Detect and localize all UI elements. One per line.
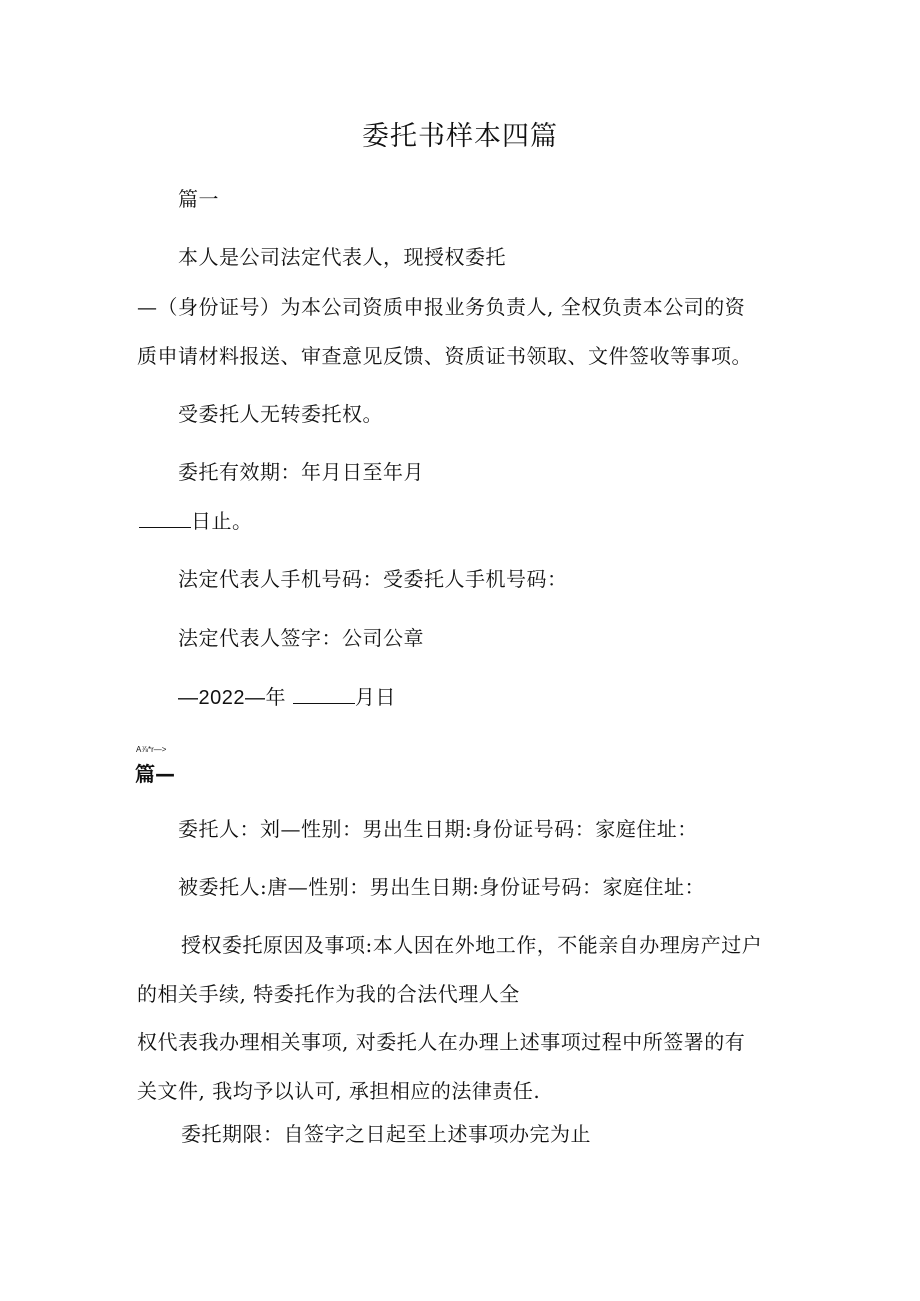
paragraph-principal-info: 委托人：刘—性别：男出生日期:身份证号码：家庭住址： xyxy=(178,817,698,841)
date-month-day: 月日 xyxy=(354,685,396,709)
paragraph-validity-line-2 xyxy=(139,508,253,534)
blank-underline xyxy=(293,685,355,704)
paragraph-signature: 法定代表人签字：公司公章 xyxy=(178,626,424,650)
section-heading-2: 篇— xyxy=(135,762,175,786)
paragraph-validity-line-1: 委托有效期：年月日至年月 xyxy=(178,460,424,484)
paragraph-no-subdelegation: 受委托人无转委托权。 xyxy=(178,402,383,426)
paragraph-authorization-line-1: 本人是公司法定代表人，现授权委托 xyxy=(178,245,506,269)
paragraph-date xyxy=(178,684,396,711)
date-year: —2022—年 xyxy=(178,687,286,709)
paragraph-authorization-line-3: 质申请材料报送、审查意见反馈、资质证书领取、文件签收等事项。 xyxy=(137,344,752,368)
document-title: 委托书样本四篇 xyxy=(362,121,558,152)
paragraph-term: 委托期限：自签字之日起至上述事项办完为止 xyxy=(181,1122,591,1146)
scan-artifact-mark: A⅞*r—> xyxy=(136,745,167,754)
blank-underline xyxy=(139,509,191,528)
section-heading-1: 篇一 xyxy=(178,187,219,211)
validity-end-text: 日止。 xyxy=(191,509,253,533)
paragraph-agent-info: 被委托人:唐—性别：男出生日期:身份证号码：家庭住址： xyxy=(178,875,705,899)
paragraph-reason-line-2: 的相关手续, 特委托作为我的合法代理人全 xyxy=(137,982,520,1006)
paragraph-reason-line-1: 授权委托原因及事项:本人因在外地工作，不能亲自办理房产过户 xyxy=(181,933,763,957)
paragraph-phone-numbers: 法定代表人手机号码：受委托人手机号码： xyxy=(178,567,568,591)
paragraph-authorization-line-2: —（身份证号）为本公司资质申报业务负责人, 全权负责本公司的资 xyxy=(137,295,746,319)
paragraph-reason-line-4: 关文件, 我均予以认可, 承担相应的法律责任. xyxy=(137,1079,541,1103)
paragraph-reason-line-3: 权代表我办理相关事项, 对委托人在办理上述事项过程中所签署的有 xyxy=(137,1030,746,1054)
